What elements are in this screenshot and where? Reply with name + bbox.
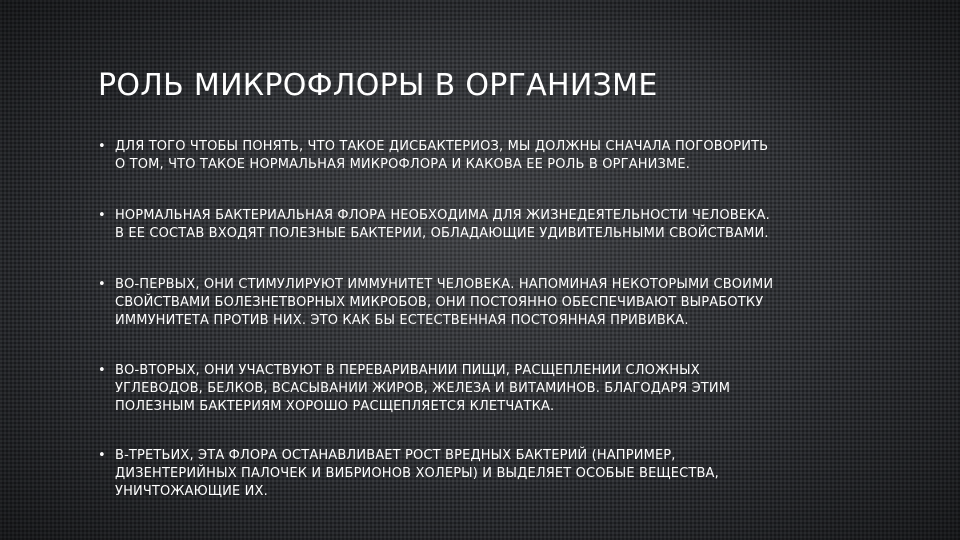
- slide-title: РОЛЬ МИКРОФЛОРЫ В ОРГАНИЗМЕ: [98, 68, 658, 103]
- bullet-line: В ЕЕ СОСТАВ ВХОДЯТ ПОЛЕЗНЫЕ БАКТЕРИИ, ОБЛАДАЮЩИЕ УДИВИТЕЛЬНЫМИ СВОЙСТВАМИ.: [115, 226, 769, 241]
- bullet-text: [115, 362, 730, 416]
- bullet-item: [98, 138, 878, 174]
- bullet-line: УГЛЕВОДОВ, БЕЛКОВ, ВСАСЫВАНИИ ЖИРОВ, ЖЕЛЕЗА И ВИТАМИНОВ. БЛАГОДАРЯ ЭТИМ: [115, 381, 731, 396]
- bullet-line: ПОЛЕЗНЫМ БАКТЕРИЯМ ХОРОШО РАСЩЕПЛЯЕТСЯ КЛЕТЧАТКА.: [115, 399, 555, 414]
- bullet-line: УНИЧТОЖАЮЩИЕ ИХ.: [115, 484, 268, 499]
- bullet-line: В-ТРЕТЬИХ, ЭТА ФЛОРА ОСТАНАВЛИВАЕТ РОСТ ВРЕДНЫХ БАКТЕРИЙ (НАПРИМЕР,: [115, 448, 676, 463]
- bullet-line: ДЛЯ ТОГО ЧТОБЫ ПОНЯТЬ, ЧТО ТАКОЕ ДИСБАКТЕРИОЗ, МЫ ДОЛЖНЫ СНАЧАЛА ПОГОВОРИТЬ: [115, 139, 769, 154]
- bullet-line: О ТОМ, ЧТО ТАКОЕ НОРМАЛЬНАЯ МИКРОФЛОРА И КАКОВА ЕЕ РОЛЬ В ОРГАНИЗМЕ.: [115, 157, 691, 172]
- bullet-line: ИММУНИТЕТА ПРОТИВ НИХ. ЭТО КАК БЫ ЕСТЕСТВЕННАЯ ПОСТОЯННАЯ ПРИВИВКА.: [115, 313, 689, 328]
- bullet-line: НОРМАЛЬНАЯ БАКТЕРИАЛЬНАЯ ФЛОРА НЕОБХОДИМА ДЛЯ ЖИЗНЕДЕЯТЕЛЬНОСТИ ЧЕЛОВЕКА.: [115, 208, 770, 223]
- bullet-line: ВО-ПЕРВЫХ, ОНИ СТИМУЛИРУЮТ ИММУНИТЕТ ЧЕЛОВЕКА. НАПОМИНАЯ НЕКОТОРЫМИ СВОИМИ: [115, 277, 774, 292]
- bullet-line: ВО-ВТОРЫХ, ОНИ УЧАСТВУЮТ В ПЕРЕВАРИВАНИИ ПИЩИ, РАСЩЕПЛЕНИИ СЛОЖНЫХ: [115, 363, 700, 378]
- bullet-marker: •: [98, 448, 106, 463]
- bullet-item: [98, 362, 878, 416]
- bullet-text: [115, 207, 770, 243]
- bullet-text: [115, 276, 773, 330]
- bullet-text: [115, 447, 719, 501]
- bullet-marker: •: [98, 139, 106, 154]
- bullet-text: [115, 138, 768, 174]
- bullet-line: ДИЗЕНТЕРИЙНЫХ ПАЛОЧЕК И ВИБРИОНОВ ХОЛЕРЫ) И ВЫДЕЛЯЕТ ОСОБЫЕ ВЕЩЕСТВА,: [115, 466, 719, 481]
- bullet-marker: •: [98, 277, 106, 292]
- bullet-marker: •: [98, 363, 106, 378]
- bullet-item: [98, 207, 878, 243]
- bullet-item: [98, 447, 878, 501]
- bullet-line: СВОЙСТВАМИ БОЛЕЗНЕТВОРНЫХ МИКРОБОВ, ОНИ ПОСТОЯННО ОБЕСПЕЧИВАЮТ ВЫРАБОТКУ: [115, 295, 764, 310]
- bullet-item: [98, 276, 878, 330]
- bullet-marker: •: [98, 208, 106, 223]
